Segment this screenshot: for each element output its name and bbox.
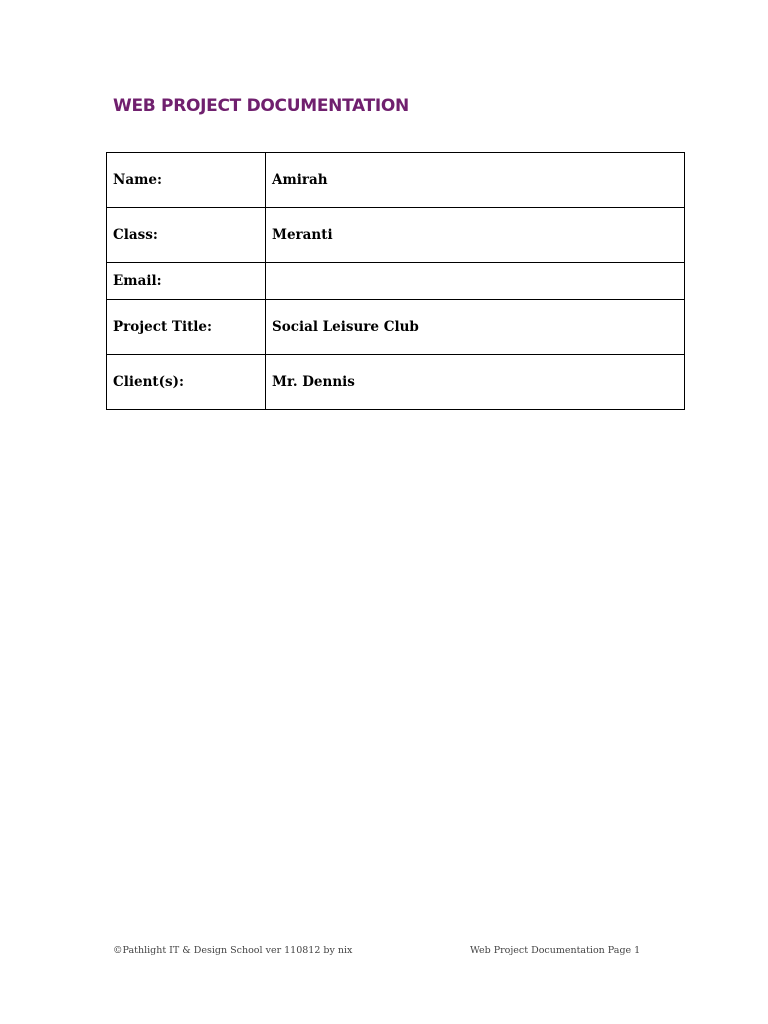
footer-page-number: Web Project Documentation Page 1 — [470, 945, 641, 956]
project-title-value: Social Leisure Club — [266, 300, 685, 355]
email-label: Email: — [107, 263, 266, 300]
table-row-clients — [107, 355, 685, 410]
name-value: Amirah — [266, 153, 685, 208]
class-value: Meranti — [266, 208, 685, 263]
project-title-label: Project Title: — [107, 300, 266, 355]
clients-label: Client(s): — [107, 355, 266, 410]
table-row-class — [107, 208, 685, 263]
table-row-email — [107, 263, 685, 300]
table-row-name — [107, 153, 685, 208]
footer-copyright: ©Pathlight IT & Design School ver 110812 by nix — [113, 945, 353, 956]
email-value — [266, 263, 685, 300]
project-info-table — [106, 152, 685, 410]
name-label: Name: — [107, 153, 266, 208]
clients-value: Mr. Dennis — [266, 355, 685, 410]
class-label: Class: — [107, 208, 266, 263]
table-row-project-title — [107, 300, 685, 355]
document-title: WEB PROJECT DOCUMENTATION — [113, 96, 409, 116]
